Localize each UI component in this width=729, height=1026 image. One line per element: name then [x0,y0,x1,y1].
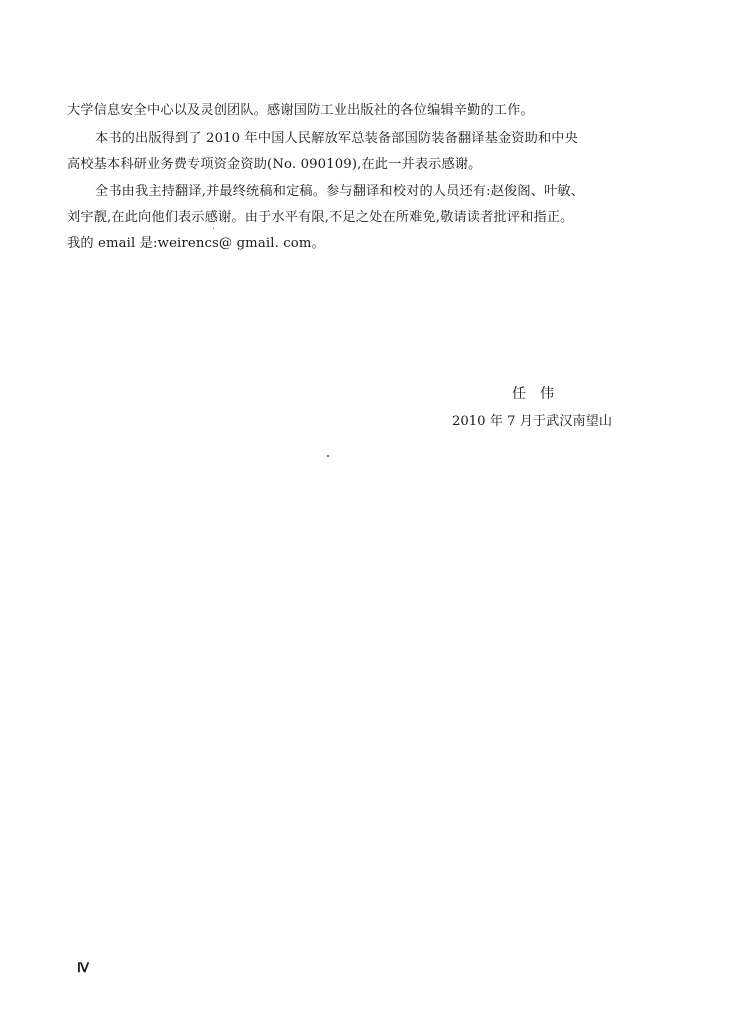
paragraph-3-line-3: 我的 email 是:weirencs@ gmail. com。 [67,236,325,251]
page-number: Ⅳ [77,960,89,975]
paragraph-2-line-1: 本书的出版得到了 2010 年中国人民解放军总装备部国防装备翻译基金资助和中央 [95,131,578,146]
paragraph-3-line-2: 刘宇靓,在此向他们表示感谢。由于水平有限,不足之处在所难免,敬请读者批评和指正。 [67,210,574,225]
paragraph-3 [67,179,667,257]
scan-speck [327,455,329,457]
paragraph-3-line-1: 全书由我主持翻译,并最终统稿和定稿。参与翻译和校对的人员还有:赵俊阁、叶敏、 [95,184,585,199]
paragraph-2-line-2: 高校基本科研业务费专项资金资助(No. 090109),在此一并表示感谢。 [67,157,482,172]
signature-name: 任伟 [512,386,568,402]
signature-date-place: 2010 年 7 月于武汉南望山 [452,414,613,429]
paragraph-1 [67,98,667,124]
paragraph-1-line-1: 大学信息安全中心以及灵创团队。感谢国防工业出版社的各位编辑辛勤的工作。 [67,103,534,118]
paragraph-2 [67,126,667,178]
scan-speck [213,228,214,229]
